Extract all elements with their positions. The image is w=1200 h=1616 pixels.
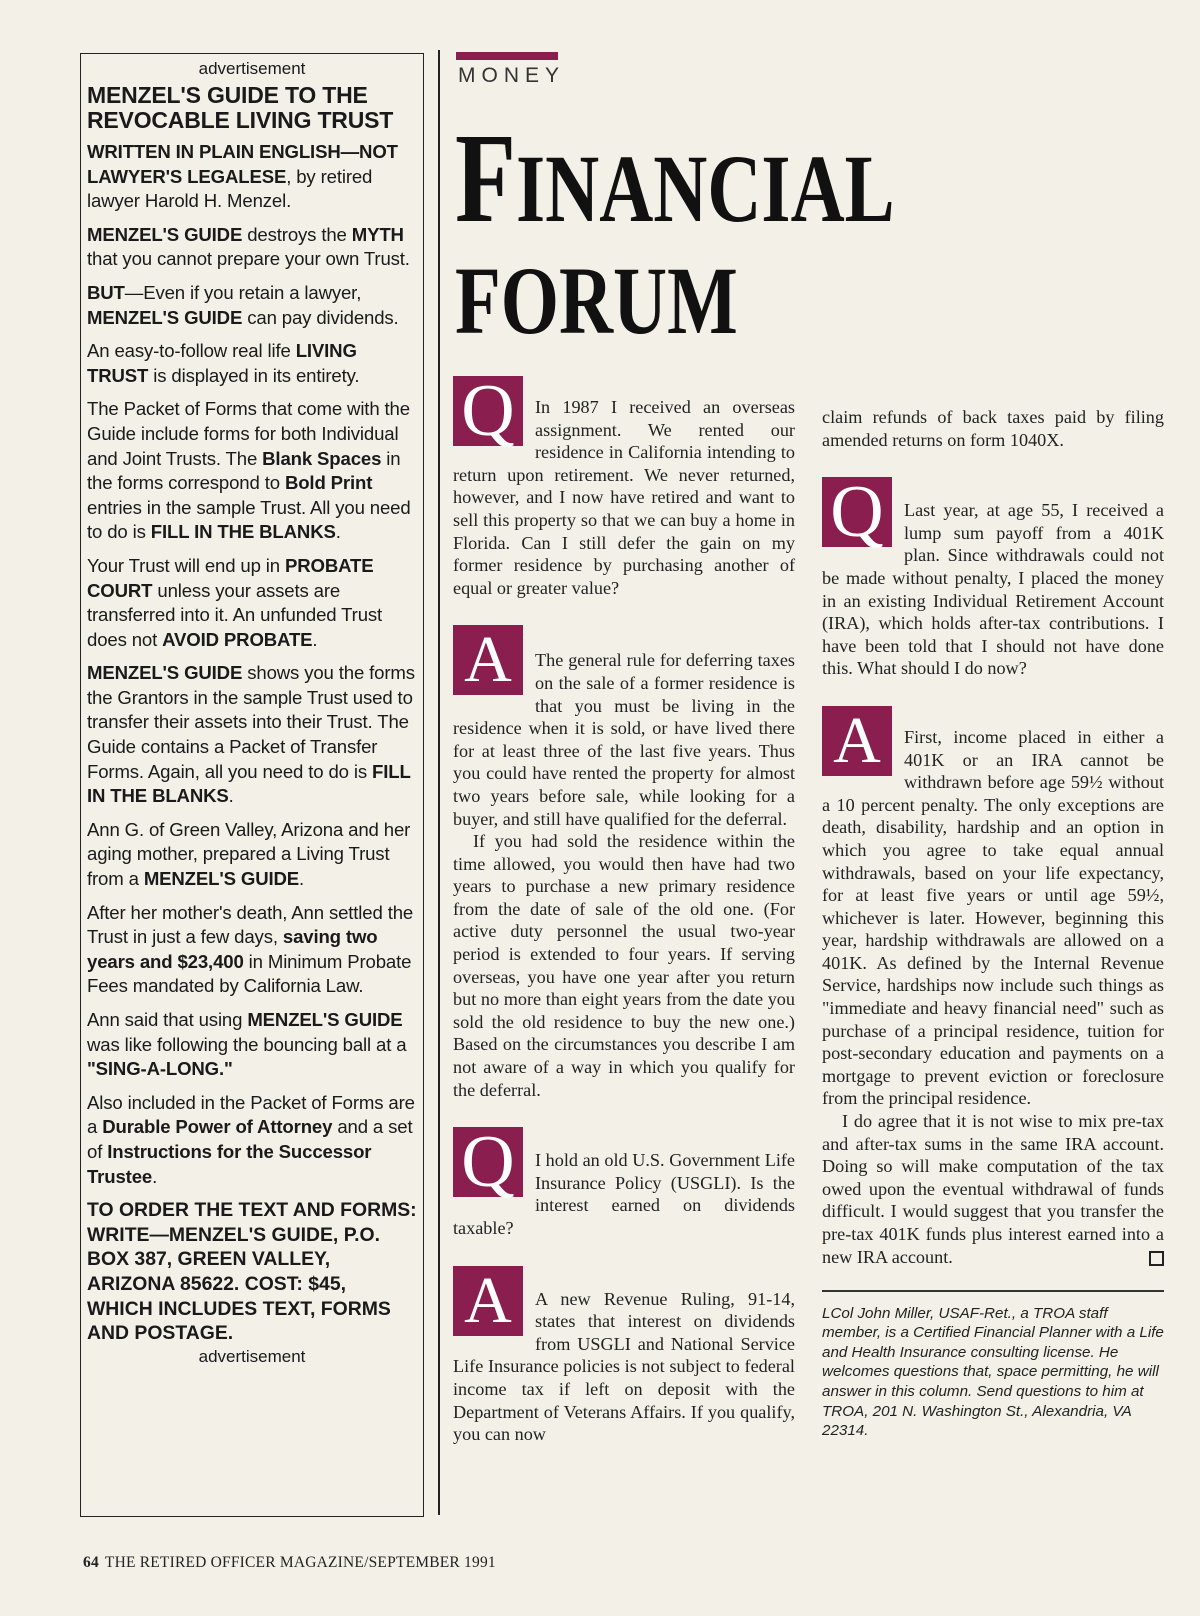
ad-bold-text: Durable Power of Attorney	[102, 1116, 333, 1138]
ad-text: An easy-to-follow real life	[87, 340, 296, 362]
ad-bold-text: WRITTEN IN PLAIN ENGLISH—NOT LAWYER'S LEGALESE	[87, 141, 398, 187]
publication-info: THE RETIRED OFFICER MAGAZINE/SEPTEMBER 1991	[104, 1554, 496, 1571]
ad-text: The Packet of Forms that come with the Guide include forms for both Individual and Joint Trusts. The	[87, 398, 410, 469]
ad-bold-text: MYTH	[351, 223, 404, 245]
ad-paragraph	[87, 223, 417, 272]
answer-text-final: I do agree that it is not wise to mix pre-tax and after-tax sums in the same IRA account. Doing so will make computation of the tax owed upon the eventual withdrawal of funds difficult. I would suggest that you transfer the pre-tax 401K funds plus interest earned into a new IRA account.	[822, 1111, 1164, 1267]
ad-bold-text: LIVING TRUST	[87, 340, 357, 386]
ad-text: Ann G. of Green Valley, Arizona and her aging mother, prepared a Living Trust from a	[87, 818, 411, 890]
ad-bold-text: saving two years and $23,400	[87, 926, 378, 972]
ad-text: .	[299, 868, 305, 890]
answer-text: First, income placed in either a 401K or an IRA cannot be withdrawn before age 59½ without a 10 percent penalty. The only exceptions are death, disability, hardship and an option in which you agree to take equal annual withdrawals, based on your life expectancy, for at least five years or until age 59½, whichever is later. However, beginning this year, hardship withdrawals are allowed on a 401K. As defined by the Internal Revenue Service, hardships now include such things as "immediate and heavy financial need" such as purchase of a principal residence, tuition for post-secondary education and payments on a mortgage to prevent eviction or foreclosure from the principal residence.	[822, 726, 1164, 1109]
ad-paragraph	[87, 1091, 417, 1189]
a-dropcap-icon: A	[453, 625, 523, 695]
question-text: I hold an old U.S. Government Life Insurance Policy (USGLI). Is the interest earned on dividends taxable?	[453, 1150, 795, 1238]
question-text: In 1987 I received an overseas assignment. We rented our residence in California intending to return upon retirement. We never returned, however, and I now have retired and want to sell this property so that we can buy a home in Florida. Can I still defer the gain on my former residence by purchasing another of equal or greater value?	[453, 397, 795, 598]
ad-paragraph	[87, 281, 417, 330]
ad-bold-text: MENZEL'S GUIDE	[87, 223, 243, 245]
question-3	[822, 471, 1164, 680]
ad-text: .	[152, 1165, 158, 1187]
q-dropcap-icon: Q	[453, 376, 523, 446]
ad-paragraph	[87, 397, 417, 545]
ad-paragraph	[87, 140, 417, 214]
ad-bold-text: Instructions for the Successor Trustee	[87, 1140, 372, 1187]
advertisement-label-bottom: advertisement	[198, 1346, 306, 1366]
ad-bold-text: Bold Print	[284, 472, 373, 494]
ad-text: .	[335, 521, 341, 543]
ad-text: destroys the	[242, 223, 352, 245]
ad-text: shows you the forms the Grantors in the sample Trust used to transfer their assets into their Trust. The Guide contains a Packet of Transfer Forms. Again, all you need to do is	[87, 662, 415, 782]
q-dropcap-icon: Q	[822, 477, 892, 547]
answer-text	[822, 1110, 1164, 1268]
ad-text: After her mother's death, Ann settled the Trust in just a few days,	[87, 901, 414, 948]
advertisement-box	[80, 53, 424, 1517]
ad-text: and a set of	[87, 1116, 413, 1162]
answer-text: A new Revenue Ruling, 91-14, states that interest on dividends from USGLI and National Service Life Insurance policies is not subject to federal income tax if left on deposit with the Department of Veterans Affairs. If you qualify, you can now	[453, 1288, 795, 1445]
ad-bold-text: "SING-A-LONG."	[87, 1058, 233, 1080]
page-footer	[83, 1554, 496, 1572]
end-of-article-icon	[1149, 1251, 1164, 1266]
ad-bold-text: MENZEL'S GUIDE	[87, 662, 243, 684]
ad-bold-text: MENZEL'S GUIDE	[87, 306, 243, 328]
section-accent-bar	[456, 52, 558, 60]
ad-bold-text: Blank Spaces	[262, 447, 382, 469]
title-line-1-rest: INANCIAL	[515, 135, 895, 242]
ad-text: entries in the sample Trust. All you need to do is	[87, 496, 411, 543]
page-number: 64	[83, 1554, 99, 1571]
column-divider-rule	[438, 50, 440, 1515]
page-title	[455, 107, 895, 357]
ad-bold-text: FILL IN THE BLANKS	[87, 760, 411, 807]
ad-paragraph	[87, 554, 417, 652]
bio-divider	[822, 1290, 1164, 1292]
ad-paragraph	[87, 818, 417, 892]
ad-text: is displayed in its entirety.	[148, 364, 360, 386]
title-line-1	[455, 107, 895, 249]
ad-bold-text: BUT	[87, 281, 125, 303]
ad-bold-text: MENZEL'S GUIDE	[143, 868, 300, 890]
question-2	[453, 1121, 795, 1239]
ad-text: .	[228, 785, 234, 807]
answer-1	[453, 619, 795, 1101]
ad-paragraph	[87, 661, 417, 809]
ad-bold-text: PROBATE COURT	[87, 554, 374, 601]
answer-text-continued: claim refunds of back taxes paid by filing amended returns on form 1040X.	[822, 407, 1164, 450]
ad-bold-text: AVOID PROBATE	[162, 628, 313, 650]
ad-text: can pay dividends.	[242, 306, 399, 328]
ad-text: was like following the bouncing ball at a	[87, 1033, 407, 1055]
question-1	[453, 370, 795, 599]
ad-text: that you cannot prepare your own Trust.	[87, 248, 410, 270]
ad-bold-text: FILL IN THE BLANKS	[150, 521, 336, 543]
section-label: MONEY	[458, 64, 566, 87]
q-dropcap-icon: Q	[453, 1127, 523, 1197]
answer-3	[822, 700, 1164, 1268]
advertisement-label-top: advertisement	[198, 59, 306, 78]
ad-text: Ann said that using	[87, 1009, 248, 1030]
title-initial-cap: F	[455, 107, 516, 249]
ad-text: —Even if you retain a lawyer,	[124, 281, 362, 303]
answer-2	[453, 1260, 795, 1446]
question-text: Last year, at age 55, I received a lump sum payoff from a 401K plan. Since withdrawals could not be made without penalty, I placed the money in an existing Individual Retirement Account (IRA), which holds after-tax contributions. I have been told that I should not have done this. What should I do now?	[822, 500, 1164, 679]
ad-headline: MENZEL'S GUIDE TO THE REVOCABLE LIVING TRUST	[87, 82, 394, 133]
ad-paragraph	[87, 339, 417, 388]
ad-text: , by retired lawyer Harold H. Menzel.	[87, 165, 373, 212]
ad-text: Also included in the Packet of Forms are a	[87, 1091, 415, 1138]
ad-bold-text: MENZEL'S GUIDE	[247, 1009, 403, 1030]
ad-paragraph	[87, 901, 417, 999]
answer-text: If you had sold the residence within the time allowed, you would then have had two years to purchase a new primary residence from the date of sale of the old one. (For active duty personnel the usual two-year period is extended to four years. If serving overseas, you have one year after you return but no more than eight years from the date you sold the old residence to buy the new one.) Based on the circumstances you describe I am not aware of a way in which you qualify for the deferral.	[453, 831, 795, 1100]
ad-text: in Minimum Probate Fees mandated by California Law.	[87, 950, 412, 997]
answer-text: The general rule for deferring taxes on the sale of a former residence is that you must be living in the residence when it is sold, or have lived there for at least three of the last five years. Thus you could have rented the property for almost two years before sale, while looking for a buyer, and still have qualified for the deferral.	[453, 650, 795, 829]
a-dropcap-icon: A	[453, 1266, 523, 1336]
ad-text: Your Trust will end up in	[87, 554, 285, 576]
ad-paragraph	[87, 1008, 417, 1082]
article-column-2	[822, 406, 1164, 1441]
author-bio: LCol John Miller, USAF-Ret., a TROA staff member, is a Certified Financial Planner with a Life and Health Insurance consulting license. He welcomes questions that, space permitting, he will answer in this column. Send questions to him at TROA, 201 N. Washington St., Alexandria, VA 22314.	[822, 1304, 1164, 1440]
a-dropcap-icon: A	[822, 706, 892, 776]
title-line-2: FORUM	[455, 247, 738, 354]
ad-text: .	[312, 628, 318, 650]
ad-order-info: TO ORDER THE TEXT AND FORMS: WRITE—MENZEL'S GUIDE, P.O. BOX 387, GREEN VALLEY, ARIZONA 85622. COST: $45, WHICH INCLUDES TEXT, FORMS AND POSTAGE.	[87, 1199, 417, 1345]
article-column-1	[453, 370, 795, 1446]
ad-text: in the forms correspond to	[87, 447, 401, 494]
ad-text: unless your assets are transferred into it. An unfunded Trust does not	[87, 579, 383, 650]
